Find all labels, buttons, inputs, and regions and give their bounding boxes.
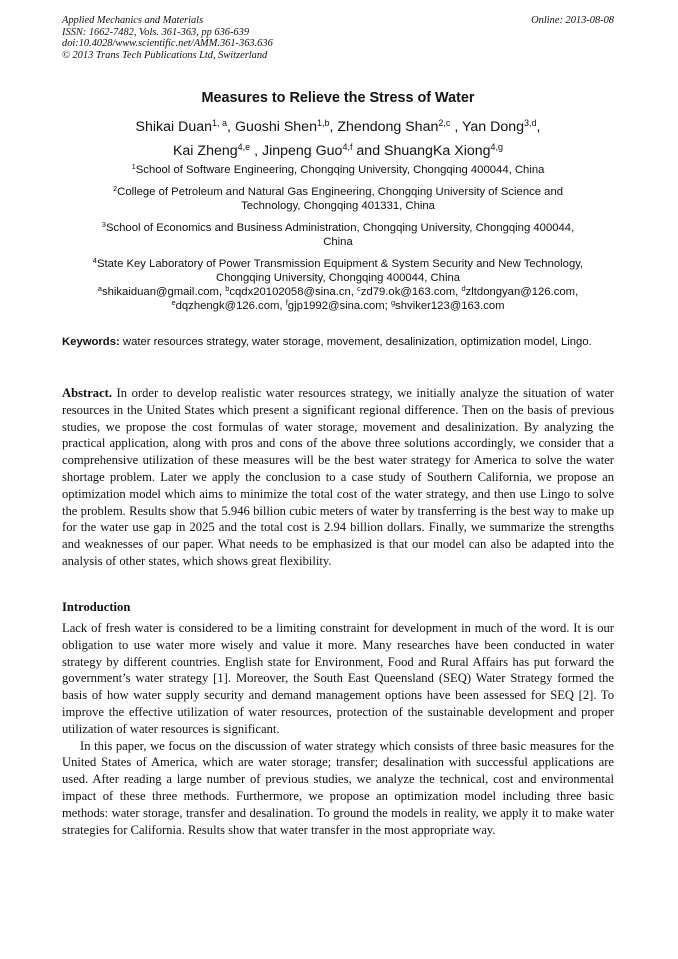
paper-title: Measures to Relieve the Stress of Water — [201, 90, 475, 106]
abstract-label: Abstract. — [62, 386, 113, 400]
affiliation-1: $^1$School of Software Engineering, Chongqing University, Chongqing 400044, China — [131, 162, 545, 176]
author-list — [62, 115, 614, 163]
affiliation-2: $^2$College of Petroleum and Natural Gas Engineering, Chongqing University of Science and Technology, Chongqing 401331, China — [112, 184, 564, 212]
author: Kai Zheng$^{4,e}$ , — [172, 142, 262, 159]
affiliation-3: $^3$School of Economics and Business Administration, Chongqing University, Chongqing 400044, China — [101, 220, 575, 248]
email-link[interactable]: gjp1992@sina.com; — [287, 300, 391, 312]
email-link[interactable]: dqzhengk@126.com, — [175, 300, 286, 312]
paragraph: Lack of fresh water is considered to be a limiting constraint for development in much of the word. It is our obligation to use water more wisely and value it more. Many researches have been conducted in water strategy by different countries. English state for Environment, Food and Rural Affairs has put forward the government’s water strategy [1]. Moreover, the South East Queensland (SEQ) Water Strategy formed the basis of how water supply security and demand management options have been assessed for SEQ [2]. To improve the effective utilization of water resources, protection of the sustainable development and proper utilization of water resources is significant. — [62, 621, 614, 736]
author: Zhendong Shan$^{2,c}$ , — [337, 118, 462, 135]
journal-name: Applied Mechanics and Materials — [62, 15, 204, 26]
issn-line: ISSN: 1662-7482, Vols. 361-363, pp 636-639 — [62, 26, 250, 38]
online-date: Online: 2013-08-08 — [531, 15, 614, 26]
abstract-text: In order to develop realistic water resources strategy, we initially analyze the situation of water resources in the United States which present a significant regional difference. Then on the basis of previous studies, we propose the cost formulas of water storage, movement and desalinization. By analyzing the practical application, along with pros and cons of the above three solutions accordingly, we consider that a comprehensive utilization of these measures will be the best water strategy for America to solve the water shortage problem. Later we apply the conclusion to a case study of Southern California, we propose an optimization model which aims to minimize the total cost of the water strategy, and then use Lingo to solve the problem. Results show that 5.946 billion cubic meters of water by transferring is the best way to make up for the water use gap in 2025 and the total cost is 2.94 billion dollars. Finally, we summarize the strengths and weaknesses of our paper. What needs to be emphasized is that our model can also be adapted into the analysis of other states, which shows great flexibility. — [62, 386, 614, 568]
paragraph: In this paper, we focus on the discussion of water strategy which consists of three basic measures for the United States of America, which are water storage; transfer; desalination with successful applications are used. After reading a large number of previous studies, we analyze the technical, cost and environmental impact of these three methods. Furthermore, we propose an optimization model including three basic methods: water storage, transfer and desalination. To ground the models in reality, we apply it to make water strategies for California. Results show that water transfer in the most appropriate way. — [62, 738, 614, 837]
email-link[interactable]: cqdx20102058@sina.cn, — [229, 286, 358, 298]
author: ShuangKa Xiong$^{4,g}$ — [384, 142, 504, 159]
email-list: $^a$shikaiduan@gmail.com, $^b$cqdx20102058@sina.cn, $^c$zd79.ok@163.com, $^d$zltdongyan@126.com, $^e$dqzhengk@126.com, $^f$gjp1992@sina.com; $^g$shviker123@163.com — [97, 284, 579, 312]
email-link[interactable]: shviker123@163.com — [395, 300, 505, 312]
doi-line: doi:10.4028/www.scientific.net/AMM.361-363.636 — [62, 38, 273, 50]
section-heading-introduction: Introduction — [62, 600, 131, 614]
author: Jinpeng Guo$^{4,f}$ and — [261, 142, 385, 159]
introduction-body — [62, 620, 614, 838]
copyright-line: © 2013 Trans Tech Publications Ltd, Switzerland — [62, 49, 268, 61]
affiliation-4: $^4$State Key Laboratory of Power Transmission Equipment & System Security and New Technology, Chongqing University, Chongqing 400044, China $^a$shikaiduan@gmail.com, $^b$cqdx20102058@sina.cn, $^c$zd79.ok@163.com, $^d$zltdongyan@126.com, $^e$dqzhengk@126.com, $^f$gjp1992@sina.com; $^g$shviker123@163.com — [92, 256, 584, 312]
keywords-label: Keywords: — [62, 336, 120, 348]
author: Shikai Duan$^{1, a}$, — [135, 118, 235, 135]
email-link[interactable]: zd79.ok@163.com, — [360, 286, 462, 298]
email-link[interactable]: zltdongyan@126.com, — [465, 286, 579, 298]
author: Guoshi Shen$^{1,b}$, — [234, 118, 338, 135]
author: Yan Dong$^{3,d}$, — [461, 118, 541, 135]
journal-header — [62, 15, 614, 61]
keywords-text: water resources strategy, water storage, movement, desalinization, optimization model, Lingo. — [119, 336, 592, 348]
email-link[interactable]: shikaiduan@gmail.com, — [101, 286, 226, 298]
abstract — [62, 385, 614, 570]
keywords — [62, 335, 614, 350]
